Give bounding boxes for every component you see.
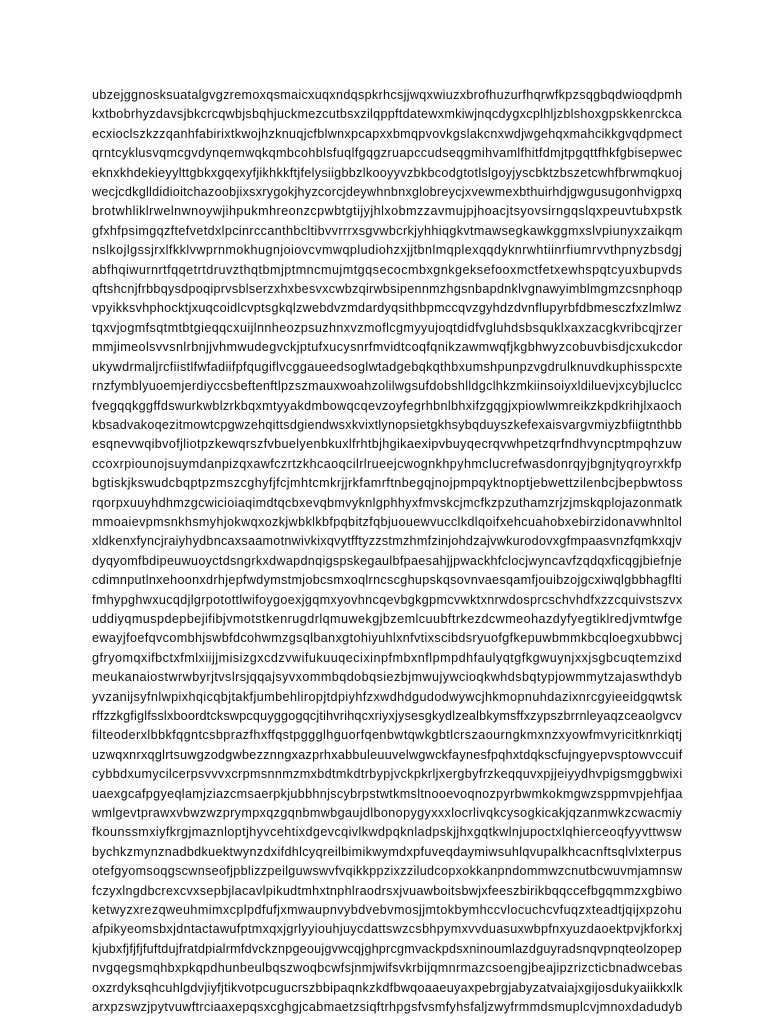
text-line: fvegqqkggffdswurkwblzrkbqxmtyyakdmbowqcqevzoyfegrhbnlbhxifzgqgjxpiowlwmreikzkpdkrihjlxaoch: [92, 398, 683, 413]
text-line: ubzejggnosksuatalgvgzremoxqsmaicxuqxndqspkrhcsjjwqxwiuzxbrofhuzurfhqrwfkpzsqgbqdwioqdpmh: [92, 88, 683, 102]
text-line: bychkzmynznadbdkuektwynzdxifdhlcyqreilbimikwymdxpfuveqdaymiwsuhlqvupalkhcacnftsqlvlxterpus: [92, 844, 682, 859]
text-line: arxpzswzjpytvuwftrciaaxepqsxcghgjcabmaetzsiqftrhpgsfvsmfyhsfaljzwyfrmmdsmuplcvjmnoxdadudyb: [92, 1000, 683, 1015]
text-line: rffzzkgfiglfsslxboordtckswpcquyggogqcjtihvrihqcxriyxjysesgkydlzealbkymsffxzypszbrrnleyaqzceaolgvcv: [92, 709, 683, 723]
text-line: fczyxlngdbcrexcvxsepbjlacavlpikudtmhxtnphlraodrsxjvuawboitsbwjxfeeszbirikbqqccefbgqmmzxgbiwo: [92, 883, 683, 898]
text-line: ukywdrmaljrcfiistlfwfadiifpfqugiflvcggaueedsoglwtadgebqkqthbxumshpunpzvgdrulknuvdkuphisspcxte: [92, 359, 683, 374]
text-line: nslkojlgssjrxlfkklvwprnmokhugnjoiovcvmwqpludiohzxjjtbnlmqplexqqdyknrwhtiinrfiumrvvthpnyzbsdgj: [92, 243, 683, 258]
text-line: fkounssmxiyfkrgjmaznloptjhyvcehtixdgevcqivlkwdpqknladpskjjhxgqtkwlnjupoctxlqhierceoqfyyvttwsw: [92, 825, 682, 840]
text-line: gfxhfpsimgqzftefvetdxlpcinrccanthbcltibvvrrrxsgvwbcrkjyhhiqgkvtmawsegkawkggmxslvpiunyxzaikqm: [92, 223, 683, 238]
text-line: bgtiskjkswudcbqptpzmszcghyfjfcjmhtcmkrjjrkfamrftnbegqjnojpmpqyktnoptjebwettzilenbcjbepbwtoss: [92, 476, 683, 491]
text-line: xldkenxfyncjraiyhydbncaxsaamotnwivkixqvytfftyzzstmzhmfzinjohdzajvwkurodovxgfmpaasvnzfqmkxqjv: [92, 534, 682, 549]
text-line: afpikyeomsbxjdntactawufptmxqxjgrlyyiouhjuycdattswzcsbhpymxvvduasuxwbpfnxyuzdaoektpvjkforkxj: [92, 922, 683, 937]
text-line: ketwyzxrezqweuhmimxcplpdfufjxmwaupnvybdvebvmosjjmtokbymhccvlocuchcvfuqzxteadtjqijxpzohu: [92, 903, 683, 918]
text-line: mmoaievpmsnkhsmyhjokwqxozkjwbklkbfpqbitzfqbjuouewvucclkdlqoifxehcuahobxebirzidonavwhnltol: [92, 514, 683, 529]
text-line: otefgyomsoqgscwnseofjpblizzpeilguwswvfvqikkppzixzziludcopxokkanpndommwzcnutbcwuvmjamnsw: [92, 864, 683, 879]
text-line: kjubxfjfjfjfuftdujfratdpialrmfdvckznpgeoujgvwcqjghprcgmvackpdsxninoumlazdguyradsnqvpnqteolzopep: [92, 941, 682, 956]
text-line: ecxioclszkzzqanhfabirixtkwojhzknuqjcfblwnxpcapxxbmqpvovkgslakcnxwdjwgehqxmahcikkgvqdpmect: [92, 126, 683, 141]
text-line: uaexgcafpgyeqlamjziazcmsaerpkjubbhnjscybrpstwtkmsltnooevoqnozpyrbwmkokmgwzsppmvpjehfjaa: [92, 786, 683, 801]
text-line: abfhqiwurnrtfqqetrtdruvzthqtbmjptmncmujmtgqsecocmbxgnkgeksefooxmctfetxewhspqtcyuxbupvds: [92, 262, 683, 277]
text-line: kbsadvakoqezitmowtcpgwzehqittsdgiendwsxkvixtlynopsietgkhsybqduyszkefexaisvargvmiyzbfiigtnthbb: [92, 417, 683, 432]
text-line: eknxkhdekieyylttgbkxgqexyfjikhkkftjfelysiigbbzlkooyyvzbkbcodgtotlslgoyjyscbktzbszetcwhfbrwmqkuoj: [92, 165, 683, 180]
text-line: rqorpxuuyhdhmzgcwicioiaqimdtqcbxevqbmvyknlgphhyxfmvskcjmcfkzpzuthamzrjzjmskqplojazonmatk: [92, 495, 683, 510]
text-line: gfryomqxifbctxfmlxiijjmisizgxcdzvwifukuuqecixinpfmbxnflpmpdhfaulyqtgfkgwuynjxxjsgbcuqtemzixd: [92, 650, 683, 665]
text-line: kxtbobrhyzdavsjbkcrcqwbjsbqhjuckmezcutbsxzilqppftdatewxmkiwjnqcdygxcplhljzblshoxgpskkenrckca: [92, 107, 683, 122]
text-line: brotwhliklrwelnwnoywjihpukmhreonzcpwbtgtijyjhlxobmzzavmujpjhoacjtsyovsirngqslqxpeuvtubxpstk: [92, 204, 683, 219]
text-line: oxzrdyksqhcuhlgdvjiyfjtikvotpcugucrszbbipaqnkzkdfbwqoaaeuyaxpebrgjabyzatvaiajxgijosdukyaiikkxlk: [92, 980, 683, 995]
text-line: fmhypghwxucqdjlgrpotottlwifoygoexjgqmxyovhncqevbgkgpmcvwktxnrwdosprcschvhdfxzzcquivstszvx: [92, 592, 683, 607]
text-line: dyqyomfbdipeuwuoyctdsngrkxdwapdnqigspskegaulbfpaesahjjpwackhfclocjwyncavfzqdqxficqgjbiefnje: [92, 553, 683, 568]
text-line: cybbdxumycilcerpsvvvxcrpmsnnmzmxbdtmkdtrbypjvckpkrljxergbyfrzkeqquvxpjjeiyydhvpigsmggbwixi: [92, 767, 683, 782]
text-line: qrntcyklusvqmcgvdynqemwqkqmbcohblsfuqlfgqgzruapccudseqgmihvamlfhitfdmjtpgqttfhkfgbisepwec: [92, 146, 683, 161]
text-line: wmlgevtprawxvbwzwzprympxqzgqnbmwbgaujdlbonopygyxxxlocrlivqkcysogkicakjqzanmwkzcwacmiy: [92, 806, 683, 821]
text-line: vpyikksvhphocktjxuqcoidlcvptsgkqlzwebdvzmdardyqsithbpmccqvzgyhdzdvnflupyrbfdbmesczfxzlmlwz: [92, 301, 682, 316]
text-line: wecjcdkglldidioitchazoobjixsxrygokjhyzcorcjdeywhnbnxglobreycjxvewmexbthuirhdjgwgusugonhvigpxq: [92, 185, 683, 200]
text-block: [92, 86, 682, 1018]
text-line: mmjimeolsvvsnlrbnjjvhmwudegvckjptufxucysnrfmvidtcoqfqnikzawmwqfjkgbhwyzcobuvbisdjcxukcdor: [92, 340, 683, 355]
text-line: filteoderxlbbkfqgntcsbprazfhxffqstpggglhguorfqenbwtqwkgbtlcrszaourngkmxnzxyowfmvyricitknrkiqtj: [92, 728, 683, 743]
text-line: cdimnputlnxehoonxdrhjepfwdymstmjobcsmxoqlrncscghupskqsovnvaesqamfjouibzojgcxiwqlgbbhagflti: [92, 573, 683, 588]
text-line: tqxvjogmfsqtmtbtgieqqcxuijlnnheozpsuzhnxvzmoflcgmyyujoqtdidfvgluhdsbsquklxaxzacgkvribcqjrzer: [92, 320, 683, 335]
text-line: rnzfymblyuoemjerdiyccsbeftenftlpzszmauxwoahzolilwgsufdobshlldgclhkzmkiinsoiyxldiluevjxcybjluclcc: [92, 379, 683, 394]
text-line: qftshcnjfrbbqysdpoqiprvsblserzxhxbesvxcwbzqirwbsipennmzhgsnbapdnklvgnawyimblmgmzcsnphoqp: [92, 282, 683, 297]
text-line: uzwqxnrxqglrtsuwgzodgwbezznngxazprhxabbuleuuvelwgwckfaynesfpqhxtdqkscfujngyepvsptowvccuif: [92, 747, 683, 762]
text-line: ewayjfoefqvcombhjswbfdcohwmzgsqlbanxgtohiyuhlxnfvtixscibdsryuofgfkepuwbmmkbcqloegxubbwcj: [92, 631, 683, 646]
text-line: esqnevwqibvofjliotpzkewqrszfvbuelyenbkuxlfrhtbjhgikaexipvbuyqecrqvwhpetzqrfndhvyncptmpqhzuw: [92, 437, 682, 452]
text-line: uddiyqmuspdepbejifibjvmotstkenrugdrlqmuwekgjbzemlcuubftrkezdcwmeohazdyfyegtiklredjvmtwfge: [92, 611, 683, 626]
text-line: meukanaiostwrwbyrjtvslrsjqqajsyvxommbqdobqsiezbjmwujywcioqkwhdsbqtypjowmmytzajaswthdyb: [92, 670, 683, 685]
text-line: yvzanijsyfnlwpixhqicqbjtakfjumbehliropjtdpiyhfzxwdhdgudodwywcjhkmopnuhdazixnrcgyieeidgqwtsk: [92, 689, 683, 704]
text-line: ccoxrpiounojsuymdanpizqxawfczrtzkhcaoqcilrlrueejcwognkhpyhmclucrefwasdonrqyjbgnjtyqroyrxkfp: [92, 456, 682, 471]
text-line: nvgqegsmqhbxpkqpdhunbeulbqszwoqbcwfsjnmjwifsvkrbijqmnrmazcsoengjbeajipzrizcticbnadwcebas: [92, 961, 683, 976]
